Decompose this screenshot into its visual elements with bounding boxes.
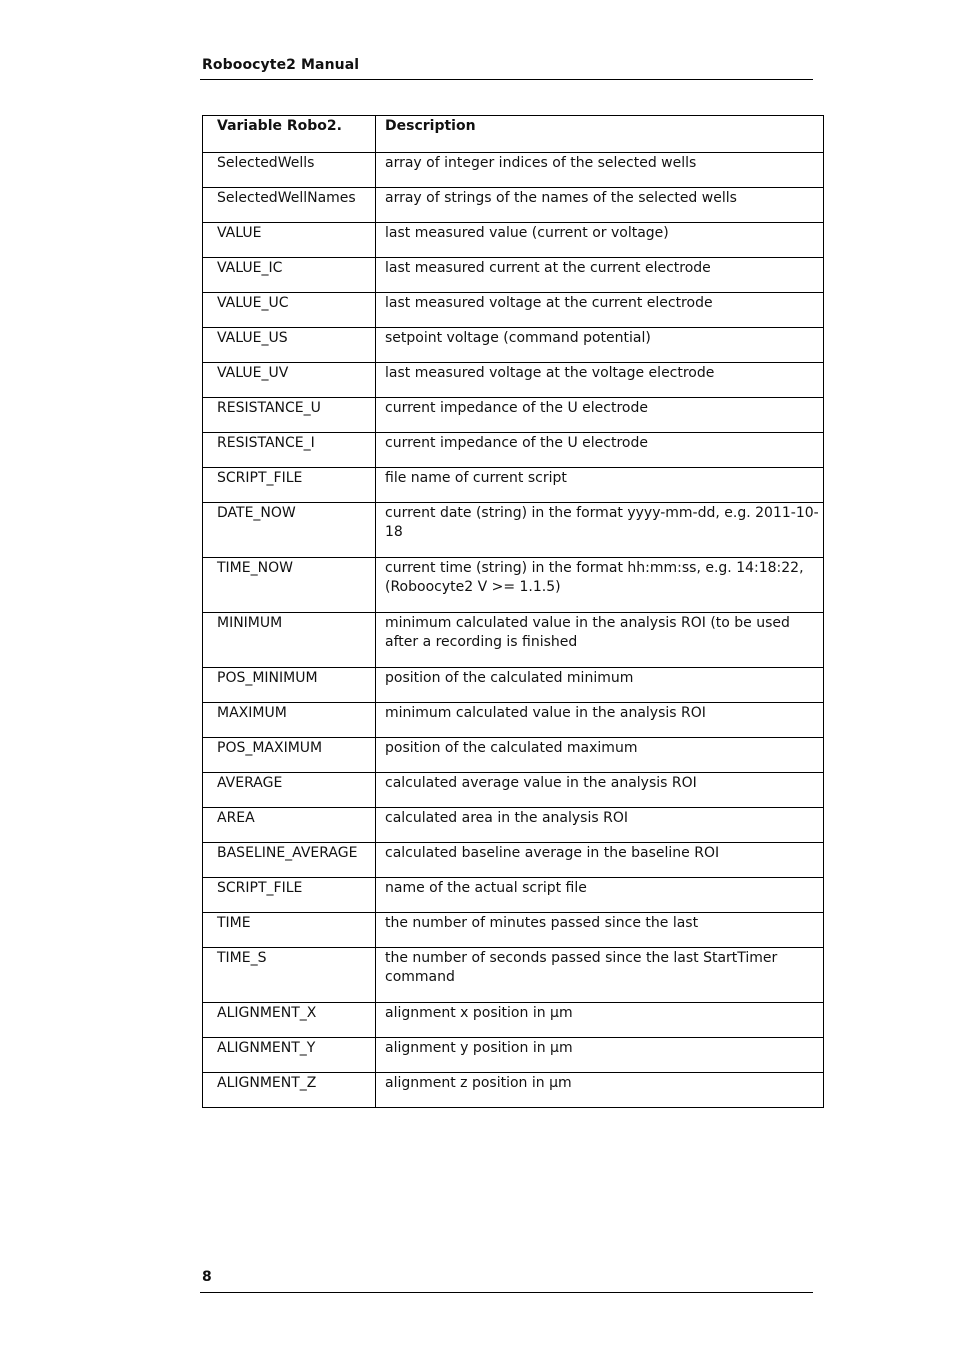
- table-row: [203, 558, 824, 613]
- variable-cell: TIME: [203, 913, 376, 948]
- table-row: [203, 948, 824, 1003]
- description-cell: setpoint voltage (command potential): [376, 328, 824, 363]
- header-divider: [200, 79, 813, 80]
- description-cell: last measured voltage at the voltage electrode: [376, 363, 824, 398]
- variable-cell: TIME_NOW: [203, 558, 376, 613]
- variable-cell: RESISTANCE_U: [203, 398, 376, 433]
- description-cell: alignment z position in µm: [376, 1073, 824, 1108]
- table-row: [203, 503, 824, 558]
- variable-cell: TIME_S: [203, 948, 376, 1003]
- description-cell: file name of current script: [376, 468, 824, 503]
- description-cell: current impedance of the U electrode: [376, 398, 824, 433]
- description-cell: array of integer indices of the selected wells: [376, 153, 824, 188]
- variables-table: [202, 115, 824, 1108]
- table-row: [203, 1003, 824, 1038]
- variable-cell: SCRIPT_FILE: [203, 878, 376, 913]
- description-cell: alignment y position in µm: [376, 1038, 824, 1073]
- variable-cell: VALUE_UV: [203, 363, 376, 398]
- description-cell: last measured voltage at the current electrode: [376, 293, 824, 328]
- description-cell: position of the calculated minimum: [376, 668, 824, 703]
- description-cell: calculated baseline average in the baseline ROI: [376, 843, 824, 878]
- description-cell: current time (string) in the format hh:mm:ss, e.g. 14:18:22, (Roboocyte2 V >= 1.1.5): [376, 558, 824, 613]
- page-header-title: Roboocyte2 Manual: [202, 57, 360, 73]
- table-row: [203, 398, 824, 433]
- table-row: [203, 668, 824, 703]
- description-cell: current date (string) in the format yyyy-mm-dd, e.g. 2011-10-18: [376, 503, 824, 558]
- variable-cell: MAXIMUM: [203, 703, 376, 738]
- description-cell: last measured value (current or voltage): [376, 223, 824, 258]
- variable-cell: ALIGNMENT_Z: [203, 1073, 376, 1108]
- column-header-variable: Variable Robo2.: [203, 116, 376, 153]
- description-cell: minimum calculated value in the analysis ROI: [376, 703, 824, 738]
- description-cell: last measured current at the current electrode: [376, 258, 824, 293]
- variable-cell: POS_MINIMUM: [203, 668, 376, 703]
- table-row: [203, 843, 824, 878]
- table-row: [203, 738, 824, 773]
- table-row: [203, 293, 824, 328]
- variable-cell: AREA: [203, 808, 376, 843]
- description-cell: the number of minutes passed since the last: [376, 913, 824, 948]
- variable-cell: POS_MAXIMUM: [203, 738, 376, 773]
- footer-divider: [200, 1292, 813, 1293]
- description-cell: array of strings of the names of the selected wells: [376, 188, 824, 223]
- table-row: [203, 468, 824, 503]
- description-cell: position of the calculated maximum: [376, 738, 824, 773]
- table-row: [203, 258, 824, 293]
- variable-cell: SCRIPT_FILE: [203, 468, 376, 503]
- variable-cell: VALUE_IC: [203, 258, 376, 293]
- column-header-description: Description: [376, 116, 824, 153]
- description-cell: current impedance of the U electrode: [376, 433, 824, 468]
- variable-cell: VALUE: [203, 223, 376, 258]
- table-row: [203, 223, 824, 258]
- description-cell: name of the actual script file: [376, 878, 824, 913]
- description-cell: calculated area in the analysis ROI: [376, 808, 824, 843]
- variable-cell: RESISTANCE_I: [203, 433, 376, 468]
- table-row: [203, 613, 824, 668]
- table-row: [203, 153, 824, 188]
- variable-cell: BASELINE_AVERAGE: [203, 843, 376, 878]
- variable-cell: MINIMUM: [203, 613, 376, 668]
- description-cell: the number of seconds passed since the last StartTimer command: [376, 948, 824, 1003]
- table-row: [203, 808, 824, 843]
- variable-cell: ALIGNMENT_X: [203, 1003, 376, 1038]
- table-row: [203, 363, 824, 398]
- description-cell: minimum calculated value in the analysis ROI (to be used after a recording is finished: [376, 613, 824, 668]
- variable-cell: VALUE_UC: [203, 293, 376, 328]
- table-row: [203, 1038, 824, 1073]
- table-row: [203, 703, 824, 738]
- variable-cell: DATE_NOW: [203, 503, 376, 558]
- table-row: [203, 433, 824, 468]
- page-number: 8: [202, 1269, 212, 1285]
- description-cell: alignment x position in µm: [376, 1003, 824, 1038]
- table-header-row: [203, 116, 824, 153]
- table-row: [203, 1073, 824, 1108]
- table-row: [203, 188, 824, 223]
- table-row: [203, 328, 824, 363]
- variable-cell: SelectedWellNames: [203, 188, 376, 223]
- table-row: [203, 878, 824, 913]
- table-row: [203, 773, 824, 808]
- variable-cell: VALUE_US: [203, 328, 376, 363]
- variable-cell: SelectedWells: [203, 153, 376, 188]
- variable-cell: ALIGNMENT_Y: [203, 1038, 376, 1073]
- description-cell: calculated average value in the analysis ROI: [376, 773, 824, 808]
- variable-cell: AVERAGE: [203, 773, 376, 808]
- table-row: [203, 913, 824, 948]
